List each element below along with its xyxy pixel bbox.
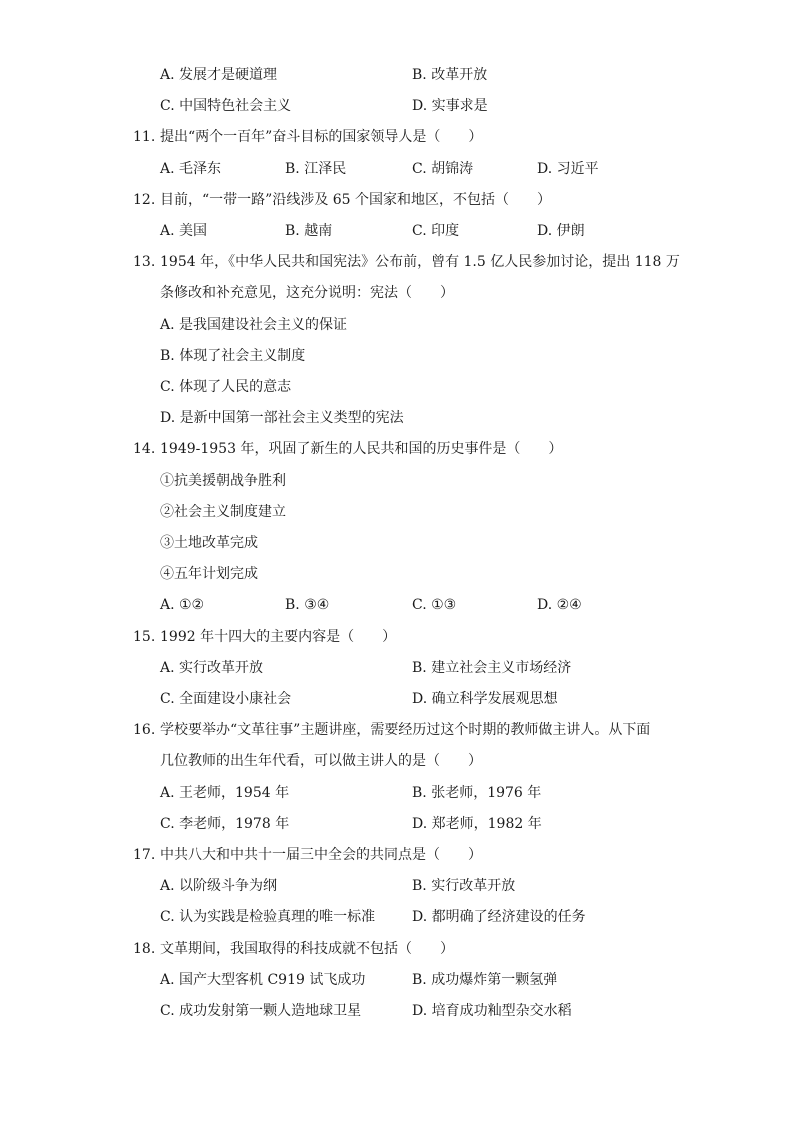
question-number: 17. — [133, 847, 156, 863]
option-d: D. 习近平 — [537, 160, 599, 177]
sub-statement: ③土地改革完成 — [160, 535, 258, 551]
option-a: A. ①② — [160, 597, 205, 614]
sub-statement: ②社会主义制度建立 — [160, 503, 286, 520]
option-c: C. 认为实践是检验真理的唯一标准 — [160, 909, 376, 926]
option-b: B. 江泽民 — [285, 160, 347, 177]
question-stem: 中共八大和中共十一届三中全会的共同点是（ ） — [160, 847, 482, 863]
option-c: C. 成功发射第一颗人造地球卫星 — [160, 1003, 362, 1019]
option-a: A. 国产大型客机 C919 试飞成功 — [160, 971, 366, 988]
option-c: C. 印度 — [412, 223, 460, 239]
option-c: C. 全面建设小康社会 — [160, 691, 292, 707]
option-d: D. 伊朗 — [537, 223, 585, 239]
option-d: D. 郑老师，1982 年 — [412, 815, 542, 832]
question-stem: 1992 年十四大的主要内容是（ ） — [160, 628, 397, 645]
option-c: C. 中国特色社会主义 — [160, 98, 292, 115]
option-d: D. 是新中国第一部社会主义类型的宪法 — [160, 410, 404, 427]
option-b: B. 成功爆炸第一颗氢弹 — [412, 971, 558, 988]
option-c: C. 胡锦涛 — [412, 160, 474, 177]
option-d: D. 都明确了经济建设的任务 — [412, 909, 586, 926]
option-b: B. 建立社会主义市场经济 — [412, 659, 572, 676]
question-stem: 提出“两个一百年”奋斗目标的国家领导人是（ ） — [160, 129, 483, 146]
question-number: 13. — [133, 254, 156, 271]
option-d: D. ②④ — [537, 597, 582, 614]
option-c: C. 李老师，1978 年 — [160, 815, 290, 832]
option-d: D. 确立科学发展观思想 — [412, 691, 558, 707]
question-number: 12. — [133, 191, 156, 208]
option-b: B. 实行改革开放 — [412, 878, 516, 895]
question-stem: 文革期间，我国取得的科技成就不包括（ ） — [160, 940, 454, 957]
question-number: 14. — [133, 441, 156, 458]
option-a: A. 毛泽东 — [160, 160, 222, 177]
option-a: A. 美国 — [160, 223, 208, 239]
option-d: D. 实事求是 — [412, 98, 488, 115]
option-c: C. ①③ — [412, 597, 457, 614]
option-b: B. 改革开放 — [412, 67, 488, 83]
option-a: A. 是我国建设社会主义的保证 — [160, 316, 348, 333]
option-a: A. 王老师，1954 年 — [160, 784, 290, 801]
option-a: A. 发展才是硬道理 — [160, 67, 278, 83]
question-number: 18. — [133, 940, 156, 957]
sub-statement: ④五年计划完成 — [160, 566, 258, 583]
question-number: 15. — [133, 628, 156, 645]
question-stem: 1949-1953 年，巩固了新生的人民共和国的历史事件是（ ） — [160, 441, 563, 458]
question-stem: 目前，“一带一路”沿线涉及 65 个国家和地区，不包括（ ） — [160, 191, 552, 208]
question-number: 16. — [133, 722, 156, 739]
question-stem: 学校要举办“文革往事”主题讲座，需要经历过这个时期的教师做主讲人。从下面 — [160, 722, 651, 739]
option-a: A. 实行改革开放 — [160, 659, 264, 676]
option-b: B. 越南 — [285, 223, 333, 239]
sub-statement: ①抗美援朝战争胜利 — [160, 472, 286, 489]
option-a: A. 以阶级斗争为纲 — [160, 878, 278, 895]
question-number: 11. — [133, 129, 156, 146]
option-b: B. ③④ — [285, 597, 330, 614]
option-c: C. 体现了人民的意志 — [160, 379, 292, 395]
question-stem: 几位教师的出生年代看，可以做主讲人的是（ ） — [160, 753, 482, 770]
option-b: B. 张老师，1976 年 — [412, 784, 542, 801]
question-stem: 条修改和补充意见，这充分说明：宪法（ ） — [160, 285, 454, 302]
option-b: B. 体现了社会主义制度 — [160, 347, 306, 364]
option-d: D. 培育成功籼型杂交水稻 — [412, 1003, 572, 1019]
question-stem: 1954 年，《中华人民共和国宪法》公布前，曾有 1.5 亿人民参加讨论，提出 118 万 — [160, 254, 680, 271]
